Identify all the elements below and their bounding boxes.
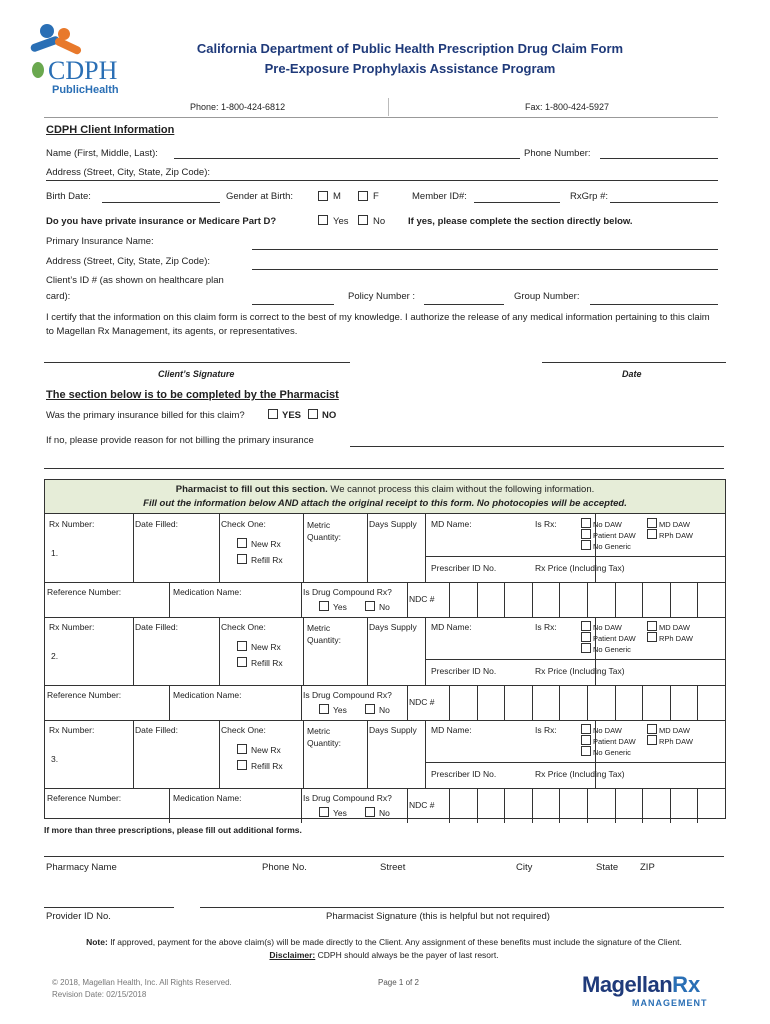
compound-yes-label: Yes xyxy=(333,808,347,818)
is-rx-label: Is Rx: xyxy=(535,519,557,529)
date-filled-label: Date Filled: xyxy=(135,519,178,529)
primary-insurance-label: Primary Insurance Name: xyxy=(46,236,154,247)
insurance-yes-checkbox[interactable] xyxy=(318,215,328,225)
compound-no-checkbox[interactable] xyxy=(365,601,375,611)
rph-daw-label: RPh DAW xyxy=(659,634,693,643)
insurance-yes-label: Yes xyxy=(333,216,349,227)
client-signature-label: Client’s Signature xyxy=(158,369,235,379)
is-rx-label: Is Rx: xyxy=(535,725,557,735)
no-daw-checkbox[interactable] xyxy=(581,724,591,734)
no-daw-label: No DAW xyxy=(593,623,622,632)
compound-no-label: No xyxy=(379,808,390,818)
provider-id-line[interactable] xyxy=(44,907,174,908)
patient-daw-checkbox[interactable] xyxy=(581,529,591,539)
billed-question: Was the primary insurance billed for this claim? xyxy=(46,410,245,421)
md-daw-checkbox[interactable] xyxy=(647,724,657,734)
client-signature-line[interactable] xyxy=(44,362,350,363)
gender-f-label: F xyxy=(373,191,379,202)
more-prescriptions-note: If more than three prescriptions, please fill out additional forms. xyxy=(44,825,302,835)
pharmacy-city-label: City xyxy=(516,862,533,873)
md-daw-label: MD DAW xyxy=(659,726,690,735)
client-id-field[interactable] xyxy=(252,304,334,305)
new-rx-checkbox[interactable] xyxy=(237,744,247,754)
certify-text: I certify that the information on this claim form is correct to the best of my knowledge. I authorize the release of any medical information pertaining to this claim to Magellan Rx Management, its agents, or representatives. xyxy=(46,312,710,337)
new-rx-checkbox[interactable] xyxy=(237,641,247,651)
compound-yes-checkbox[interactable] xyxy=(319,704,329,714)
medication-name-label: Medication Name: xyxy=(173,793,242,803)
gender-label: Gender at Birth: xyxy=(226,191,294,202)
rx-number-label: Rx Number: xyxy=(49,519,95,529)
compound-yes-label: Yes xyxy=(333,705,347,715)
insurance-question: Do you have private insurance or Medicare Part D? xyxy=(46,216,277,227)
no-generic-checkbox[interactable] xyxy=(581,643,591,653)
rx-row-number: 3. xyxy=(51,754,59,764)
days-supply-label: Days Supply xyxy=(369,725,417,735)
ins-address-label: Address (Street, City, State, Zip Code): xyxy=(46,256,211,267)
no-generic-label: No Generic xyxy=(593,748,631,757)
metric-quantity-label: Metric Quantity: xyxy=(307,726,342,748)
patient-daw-checkbox[interactable] xyxy=(581,735,591,745)
billed-no-label: NO xyxy=(322,410,337,421)
rx-price-label: Rx Price (Including Tax) xyxy=(535,769,625,779)
pharmacy-zip-label: ZIP xyxy=(640,862,655,873)
compound-no-label: No xyxy=(379,705,390,715)
new-rx-label: New Rx xyxy=(251,642,281,652)
compound-no-checkbox[interactable] xyxy=(365,704,375,714)
rx-row-number: 1. xyxy=(51,548,59,558)
check-one-label: Check One: xyxy=(221,725,266,735)
cdph-logo xyxy=(24,22,124,100)
rxgrp-field[interactable] xyxy=(610,202,718,203)
client-section-title: CDPH Client Information xyxy=(46,124,175,136)
compound-no-label: No xyxy=(379,602,390,612)
pharmacist-section-title: The section below is to be completed by the Pharmacist xyxy=(46,389,339,401)
birth-field[interactable] xyxy=(102,202,220,203)
insurance-no-label: No xyxy=(373,216,386,227)
refill-rx-label: Refill Rx xyxy=(251,658,283,668)
rx-price-label: Rx Price (Including Tax) xyxy=(535,666,625,676)
no-generic-label: No Generic xyxy=(593,645,631,654)
ndc-label: NDC # xyxy=(409,800,435,810)
billed-yes-checkbox[interactable] xyxy=(268,409,278,419)
md-daw-checkbox[interactable] xyxy=(647,518,657,528)
logo-subtext: PublicHealth xyxy=(52,84,119,96)
compound-rx-label: Is Drug Compound Rx? xyxy=(303,587,392,597)
name-label: Name (First, Middle, Last): xyxy=(46,148,158,159)
metric-quantity-label: Metric Quantity: xyxy=(307,623,342,645)
billed-yes-label: YES xyxy=(282,410,302,421)
if-yes-note: If yes, please complete the section directly below. xyxy=(408,216,633,227)
no-generic-label: No Generic xyxy=(593,542,631,551)
md-name-label: MD Name: xyxy=(431,519,472,529)
box-subtitle: Fill out the information below AND attach the original receipt to this form. No photocopies will be accepted. xyxy=(143,498,627,509)
fax-number: Fax: 1-800-424-5927 xyxy=(525,102,610,112)
member-label: Member ID#: xyxy=(412,191,467,202)
gender-f-checkbox[interactable] xyxy=(358,191,368,201)
compound-rx-label: Is Drug Compound Rx? xyxy=(303,793,392,803)
disclaimer xyxy=(44,950,724,960)
prescriber-id-label: Prescriber ID No. xyxy=(431,666,497,676)
compound-yes-checkbox[interactable] xyxy=(319,601,329,611)
reference-number-label: Reference Number: xyxy=(47,690,122,700)
refill-rx-checkbox[interactable] xyxy=(237,657,247,667)
prescriber-id-label: Prescriber ID No. xyxy=(431,563,497,573)
md-name-label: MD Name: xyxy=(431,725,472,735)
reference-number-label: Reference Number: xyxy=(47,587,122,597)
gender-m-label: M xyxy=(333,191,341,202)
gender-m-checkbox[interactable] xyxy=(318,191,328,201)
compound-rx-label: Is Drug Compound Rx? xyxy=(303,690,392,700)
rx-row-number: 2. xyxy=(51,651,59,661)
refill-rx-label: Refill Rx xyxy=(251,761,283,771)
box-title-bold: Pharmacist to fill out this section. xyxy=(175,484,328,495)
no-daw-checkbox[interactable] xyxy=(581,518,591,528)
page-number: Page 1 of 2 xyxy=(378,978,419,987)
date-filled-label: Date Filled: xyxy=(135,725,178,735)
brand-rx: Rx xyxy=(672,972,701,997)
date-filled-label: Date Filled: xyxy=(135,622,178,632)
note-bold: Note: xyxy=(86,937,108,947)
copyright: © 2018, Magellan Health, Inc. All Rights Reserved. xyxy=(52,978,232,987)
reason-field[interactable] xyxy=(350,446,724,447)
compound-no-checkbox[interactable] xyxy=(365,807,375,817)
refill-rx-checkbox[interactable] xyxy=(237,554,247,564)
compound-yes-checkbox[interactable] xyxy=(319,807,329,817)
no-generic-checkbox[interactable] xyxy=(581,540,591,550)
client-id-label-2: card): xyxy=(46,291,71,302)
refill-rx-label: Refill Rx xyxy=(251,555,283,565)
disclaimer-text: CDPH should always be the payer of last resort. xyxy=(315,950,499,960)
pharmacy-name-label: Pharmacy Name xyxy=(46,862,117,873)
no-generic-checkbox[interactable] xyxy=(581,746,591,756)
medication-name-label: Medication Name: xyxy=(173,690,242,700)
name-field[interactable] xyxy=(174,158,520,159)
client-date-line[interactable] xyxy=(542,362,726,363)
form-title: California Department of Public Health Prescription Drug Claim Form xyxy=(196,41,624,56)
check-one-label: Check One: xyxy=(221,519,266,529)
rph-daw-label: RPh DAW xyxy=(659,531,693,540)
primary-insurance-field[interactable] xyxy=(252,249,718,250)
compound-yes-label: Yes xyxy=(333,602,347,612)
pharmacy-street-label: Street xyxy=(380,862,406,873)
rx-number-label: Rx Number: xyxy=(49,725,95,735)
group-label: Group Number: xyxy=(514,291,580,302)
md-name-label: MD Name: xyxy=(431,622,472,632)
pharmacist-box-header xyxy=(45,480,725,514)
pharmacist-signature-line[interactable] xyxy=(200,907,724,908)
member-field[interactable] xyxy=(474,202,560,203)
refill-rx-checkbox[interactable] xyxy=(237,760,247,770)
patient-daw-label: Patient DAW xyxy=(593,531,636,540)
client-id-label-1: Client’s ID # (as shown on healthcare plan xyxy=(46,275,224,286)
address-field[interactable] xyxy=(46,180,718,181)
rx-table xyxy=(44,479,726,819)
note-text: If approved, payment for the above claim(s) will be made directly to the Client. Any assignment of these benefits must include the signature of the Client. xyxy=(107,937,682,947)
is-rx-label: Is Rx: xyxy=(535,622,557,632)
address-label: Address (Street, City, State, Zip Code): xyxy=(46,167,211,178)
rph-daw-label: RPh DAW xyxy=(659,737,693,746)
new-rx-checkbox[interactable] xyxy=(237,538,247,548)
rph-daw-checkbox[interactable] xyxy=(647,632,657,642)
pharmacy-state-label: State xyxy=(596,862,619,873)
client-date-label: Date xyxy=(622,369,642,379)
prescriber-id-label: Prescriber ID No. xyxy=(431,769,497,779)
phone-number: Phone: 1-800-424-6812 xyxy=(190,102,286,112)
days-supply-label: Days Supply xyxy=(369,622,417,632)
form-subtitle: Pre-Exposure Prophylaxis Assistance Program xyxy=(264,61,556,76)
patient-daw-label: Patient DAW xyxy=(593,737,636,746)
md-daw-checkbox[interactable] xyxy=(647,621,657,631)
new-rx-label: New Rx xyxy=(251,745,281,755)
rx-number-label: Rx Number: xyxy=(49,622,95,632)
reason-label: If no, please provide reason for not billing the primary insurance xyxy=(46,435,314,446)
check-one-label: Check One: xyxy=(221,622,266,632)
policy-label: Policy Number : xyxy=(348,291,416,302)
box-title-rest: We cannot process this claim without the following information. xyxy=(327,484,595,495)
billed-no-checkbox[interactable] xyxy=(308,409,318,419)
disclaimer-bold: Disclaimer: xyxy=(269,950,316,960)
no-daw-label: No DAW xyxy=(593,726,622,735)
insurance-no-checkbox[interactable] xyxy=(358,215,368,225)
phone-field[interactable] xyxy=(600,158,718,159)
magellan-logo xyxy=(582,972,708,1008)
medication-name-label: Medication Name: xyxy=(173,587,242,597)
rx-price-label: Rx Price (Including Tax) xyxy=(535,563,625,573)
brand-sub: MANAGEMENT xyxy=(632,998,708,1008)
pharmacy-phone-label: Phone No. xyxy=(262,862,307,873)
revision-date: Revision Date: 02/15/2018 xyxy=(52,990,147,999)
brand-main: Magellan xyxy=(582,972,673,997)
logo-text: CDPH xyxy=(48,56,118,85)
pharmacist-signature-label: Pharmacist Signature (this is helpful but not required) xyxy=(326,911,550,922)
new-rx-label: New Rx xyxy=(251,539,281,549)
rph-daw-checkbox[interactable] xyxy=(647,529,657,539)
no-daw-checkbox[interactable] xyxy=(581,621,591,631)
patient-daw-label: Patient DAW xyxy=(593,634,636,643)
ndc-label: NDC # xyxy=(409,594,435,604)
rph-daw-checkbox[interactable] xyxy=(647,735,657,745)
patient-daw-checkbox[interactable] xyxy=(581,632,591,642)
md-daw-label: MD DAW xyxy=(659,520,690,529)
ins-address-field[interactable] xyxy=(252,269,718,270)
provider-id-label: Provider ID No. xyxy=(46,911,111,922)
birth-label: Birth Date: xyxy=(46,191,91,202)
md-daw-label: MD DAW xyxy=(659,623,690,632)
reference-number-label: Reference Number: xyxy=(47,793,122,803)
policy-field[interactable] xyxy=(424,304,504,305)
no-daw-label: No DAW xyxy=(593,520,622,529)
group-field[interactable] xyxy=(590,304,718,305)
payment-note xyxy=(44,937,724,947)
metric-quantity-label: Metric Quantity: xyxy=(307,520,342,542)
phone-label: Phone Number: xyxy=(524,148,591,159)
rxgrp-label: RxGrp #: xyxy=(570,191,609,202)
ndc-label: NDC # xyxy=(409,697,435,707)
days-supply-label: Days Supply xyxy=(369,519,417,529)
